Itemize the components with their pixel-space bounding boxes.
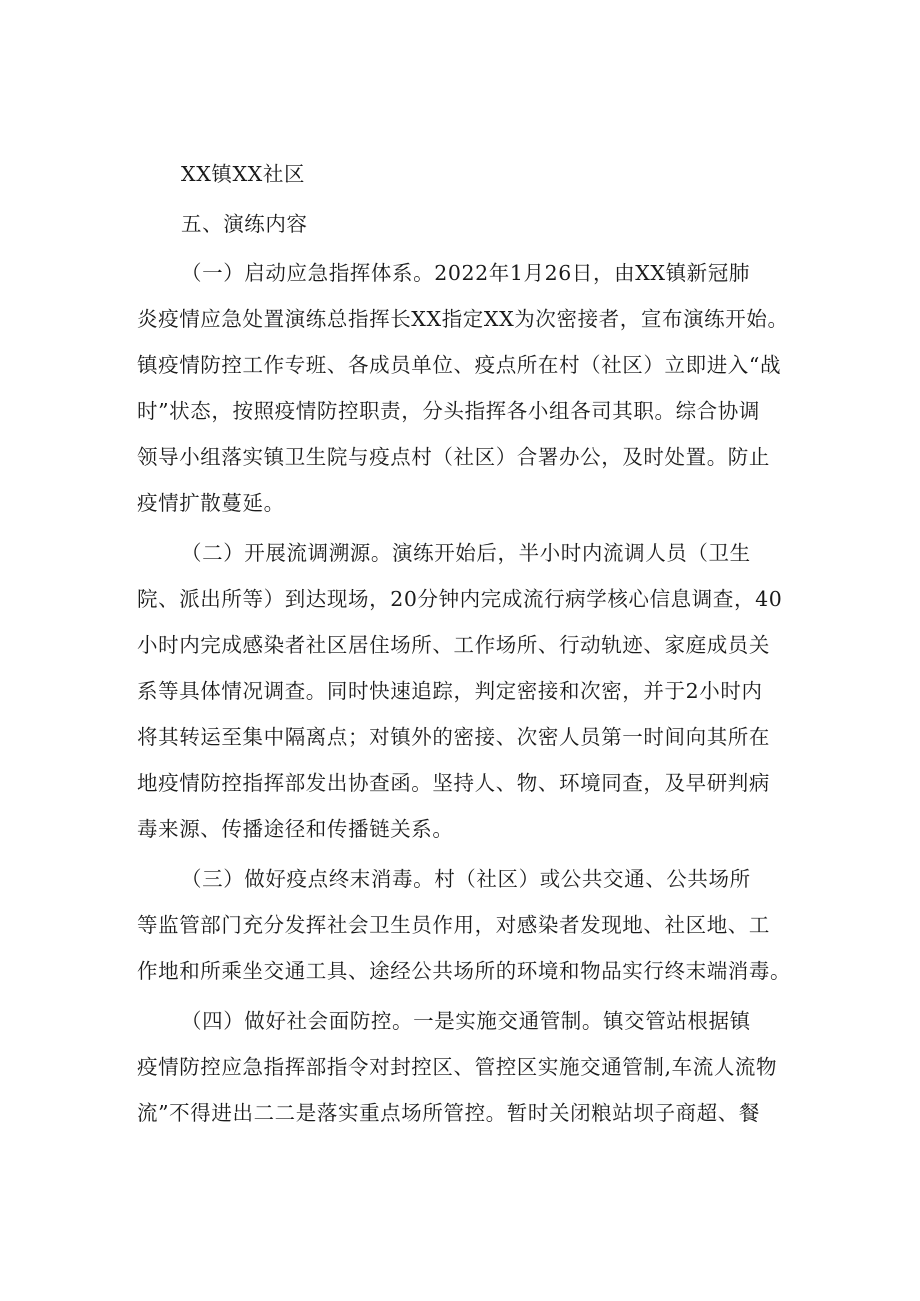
paragraph-1-line-2: 炎疫情应急处置演练总指挥长XX指定XX为次密接者，宣布演练开始。 (137, 307, 789, 331)
paragraph-1-line-1: （一）启动应急指挥体系。2022年1月26日，由XX镇新冠肺 (181, 261, 750, 285)
paragraph-4-line-3: 流”不得进出二二是落实重点场所管控。暂时关闭粮站坝子商超、餐 (137, 1101, 760, 1125)
paragraph-2-line-2: 院、派出所等）到达现场，20分钟内完成流行病学核心信息调查，40 (137, 587, 783, 611)
paragraph-3-line-3: 作地和所乘坐交通工具、途经公共场所的环境和物品实行终末端消毒。 (137, 959, 792, 983)
paragraph-3-line-2: 等监管部门充分发挥社会卫生员作用，对感染者发现地、社区地、工 (137, 913, 770, 937)
paragraph-2-line-4: 系等具体情况调查。同时快速追踪，判定密接和次密，并于2小时内 (137, 679, 763, 703)
paragraph-2-line-5: 将其转运至集中隔离点；对镇外的密接、次密人员第一时间向其所在 (137, 725, 770, 749)
paragraph-2-line-3: 小时内完成感染者社区居住场所、工作场所、行动轨迹、家庭成员关 (137, 633, 770, 657)
paragraph-1-line-4: 时”状态，按照疫情防控职责，分头指挥各小组各司其职。综合协调 (137, 399, 760, 423)
paragraph-2-line-7: 毒来源、传播途径和传播链关系。 (137, 817, 454, 841)
paragraph-3-line-1: （三）做好疫点终末消毒。村（社区）或公共交通、公共场所 (181, 867, 751, 891)
paragraph-2-line-1: （二）开展流调溯源。演练开始后，半小时内流调人员（卫生 (181, 541, 751, 565)
paragraph-4-line-2: 疫情防控应急指挥部指令对封控区、管控区实施交通管制,车流人流物 (137, 1055, 778, 1079)
paragraph-1-line-6: 疫情扩散蔓延。 (137, 491, 285, 515)
org-line: XX镇XX社区 (181, 162, 306, 186)
paragraph-4-line-1: （四）做好社会面防控。一是实施交通管制。镇交管站根据镇 (181, 1009, 751, 1033)
paragraph-1-line-3: 镇疫情防控工作专班、各成员单位、疫点所在村（社区）立即进入“战 (137, 353, 782, 377)
paragraph-2-line-6: 地疫情防控指挥部发出协查函。坚持人、物、环境同查，及早研判病 (137, 771, 770, 795)
paragraph-1-line-5: 领导小组落实镇卫生院与疫点村（社区）合署办公，及时处置。防止 (137, 445, 770, 469)
section-heading: 五、演练内容 (181, 212, 308, 236)
